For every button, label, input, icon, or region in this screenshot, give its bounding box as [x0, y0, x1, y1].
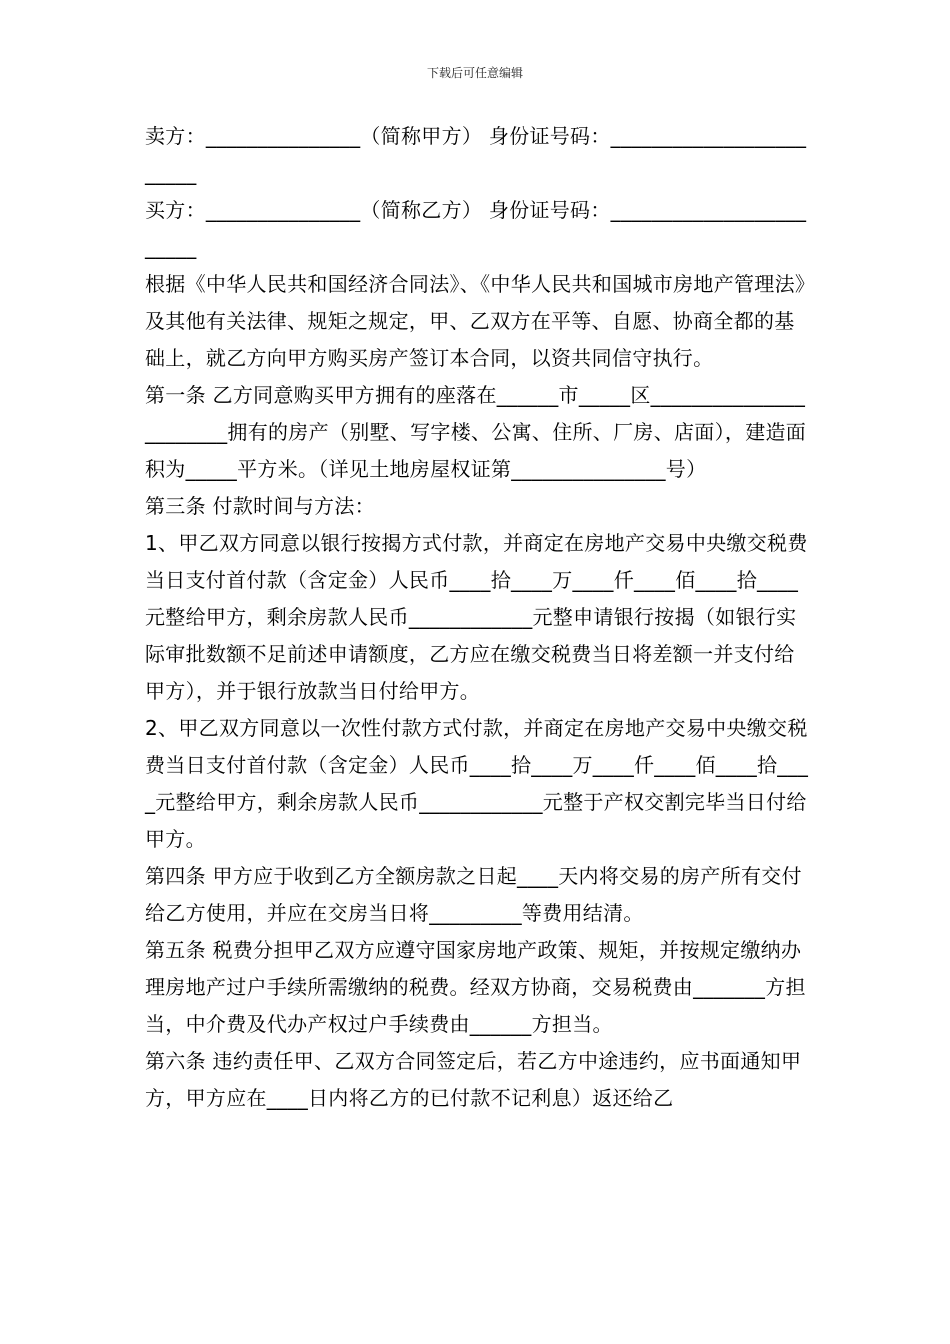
article-5-paragraph: 第五条 税费分担甲乙双方应遵守国家房地产政策、规矩，并按规定缴纳办理房地产过户手续所需缴纳的税费。经双方协商，交易税费由_______方担当，中介费及代办产权过户手续费由______方担当。	[145, 938, 806, 1036]
article-3-heading: 第三条 付款时间与方法：	[145, 494, 375, 518]
payment-option-1-paragraph: 1、甲乙双方同意以银行按揭方式付款，并商定在房地产交易中央缴交税费当日支付首付款（含定金）人民币____拾____万____仟____佰____拾____元整给甲方，剩余房款人民币____________元整申请银行按揭（如银行实际审批数额不足前述申请额度，乙方应在缴交税费当日将差额一并支付给甲方），并于银行放款当日付给甲方。	[145, 531, 808, 703]
payment-option-2-paragraph: 2、甲乙双方同意以一次性付款方式付款，并商定在房地产交易中央缴交税费当日支付首付款（含定金）人民币____拾____万____仟____佰____拾____元整给甲方，剩余房款人民币____________元整于产权交割完毕当日付给甲方。	[145, 716, 809, 851]
contract-body	[145, 118, 809, 1117]
article-1-paragraph: 第一条 乙方同意购买甲方拥有的座落在______市_____区_______________________拥有的房产（别墅、写字楼、公寓、住所、厂房、店面），建造面积为_____平方米。（详见土地房屋权证第_______________号）	[145, 383, 807, 481]
page-header-note: 下载后可任意编辑	[426, 66, 523, 80]
preamble-paragraph: 根据《中华人民共和国经济合同法》、《中华人民共和国城市房地产管理法》及其他有关法律、规矩之规定，甲、乙双方在平等、自愿、协商全都的基础上，就乙方向甲方购买房产签订本合同，以资共同信守执行。	[145, 272, 806, 370]
article-4-paragraph: 第四条 甲方应于收到乙方全额房款之日起____天内将交易的房产所有交付给乙方使用，并应在交房当日将_________等费用结清。	[145, 864, 802, 925]
seller-line: 卖方：_______________（简称甲方） 身份证号码：________________________	[145, 124, 807, 185]
buyer-line: 买方：_______________（简称乙方） 身份证号码：________________________	[145, 198, 807, 259]
article-6-paragraph: 第六条 违约责任甲、乙双方合同签定后，若乙方中途违约，应书面通知甲方，甲方应在____日内将乙方的已付款不记利息）返还给乙	[145, 1049, 802, 1110]
